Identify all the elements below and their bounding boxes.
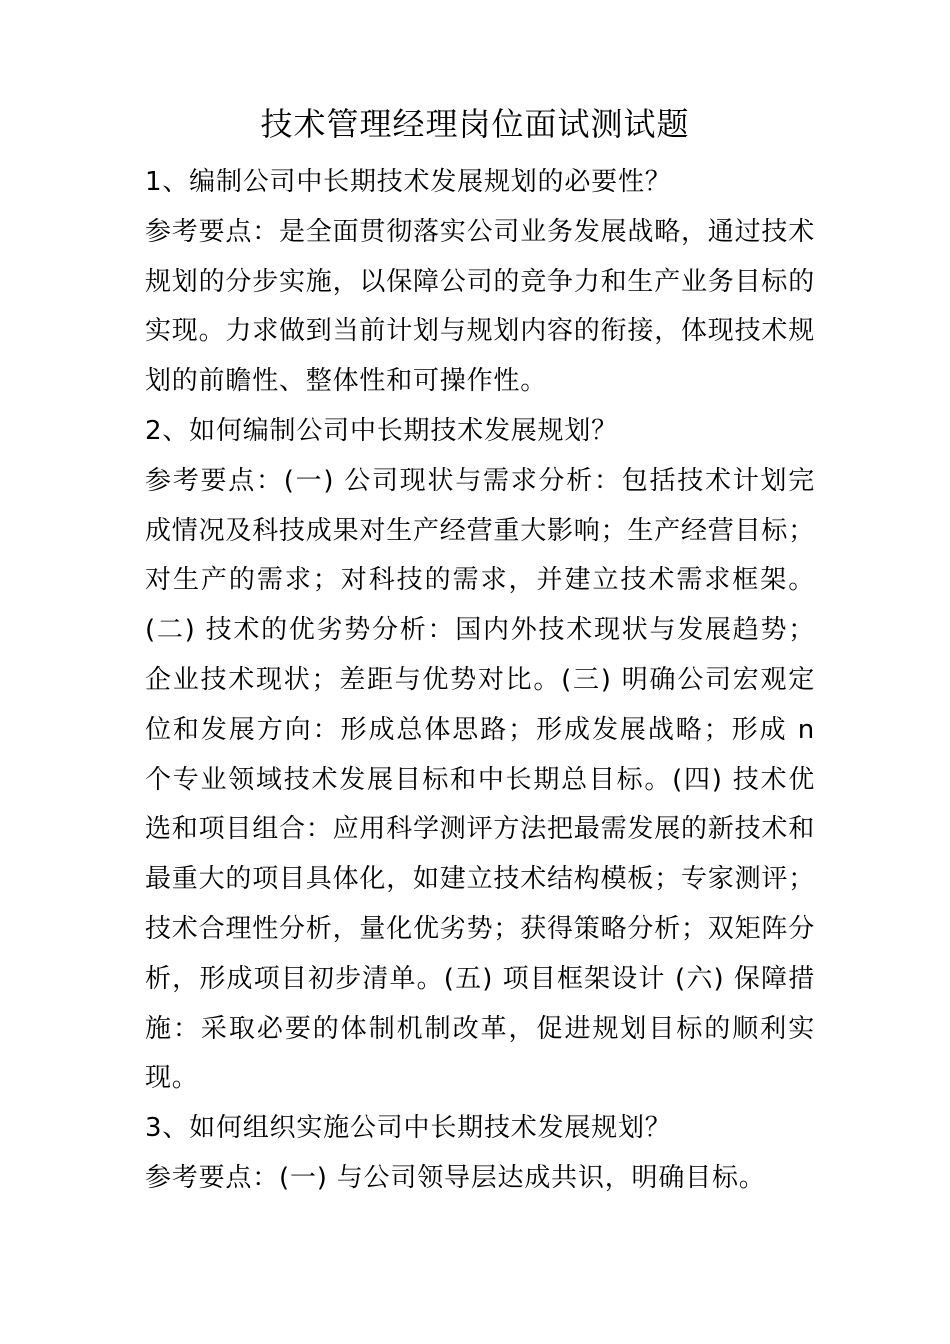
question-1: 1、编制公司中长期技术发展规划的必要性？	[145, 167, 672, 197]
question-2: 2、如何编制公司中长期技术发展规划？	[145, 415, 618, 446]
answer-1: 参考要点：是全面贯彻落实公司业务发展战略，通过技术规划的分步实施，以保障公司的竞争力和生产业务目标的实现。力求做到当前计划与规划内容的衔接，体现技术规划的前瞻性、整体性和可操作性。	[145, 216, 816, 397]
answer-2: 参考要点：(一) 公司现状与需求分析：包括技术计划完成情况及科技成果对生产经营重大影响；生产经营目标；对生产的需求；对科技的需求，并建立技术需求框架。(二) 技术的优劣势分析：国内外技术现状与发展趋势；企业技术现状；差距与优势对比。(三) 明确公司宏观定位和发展方向：形成总体思路；形成发展战略；形成 n 个专业领域技术发展目标和中长期总目标。(四) 技术优选和项目组合：应用科学测评方法把最需发展的新技术和最重大的项目具体化，如建立技术结构模板；专家测评；技术合理性分析，量化优劣势；获得策略分析；双矩阵分析，形成项目初步清单。(五) 项目框架设计 (六) 保障措施：采取必要的体制机制改革，促进规划目标的顺利实现。	[145, 465, 816, 1094]
answer-3: 参考要点：(一) 与公司领导层达成共识，明确目标。	[145, 1162, 766, 1193]
document-title: 技术管理经理岗位面试测试题	[260, 105, 690, 143]
document-body	[145, 158, 815, 1204]
question-3: 3、如何组织实施公司中长期技术发展规划？	[145, 1113, 672, 1144]
